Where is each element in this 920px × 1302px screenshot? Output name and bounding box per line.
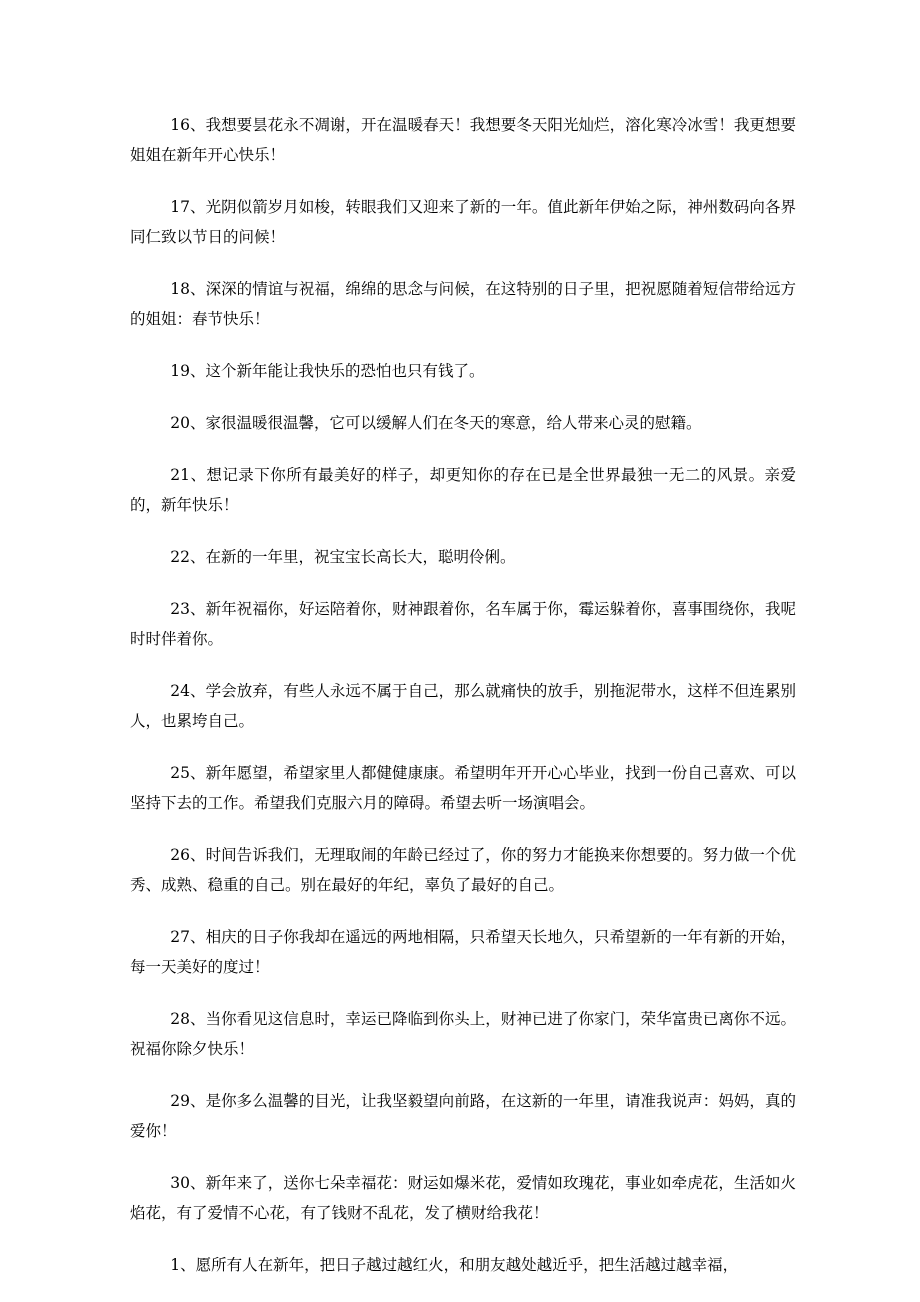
- document-body: [130, 110, 796, 1302]
- paragraph-20: 20、家很温暖很温馨，它可以缓解人们在冬天的寒意，给人带来心灵的慰籍。: [170, 414, 702, 432]
- paragraph-19: 19、这个新年能让我快乐的恐怕也只有钱了。: [170, 362, 485, 380]
- paragraph-25: 25、新年愿望，希望家里人都健健康康。希望明年开开心心毕业，找到一份自己喜欢、可以坚持下去的工作。希望我们克服六月的障碍。希望去听一场演唱会。: [130, 764, 796, 812]
- paragraph-1: 1、愿所有人在新年，把日子越过越红火，和朋友越处越近乎，把生活越过越幸福，: [170, 1256, 739, 1274]
- paragraph-27: 27、相庆的日子你我却在遥远的两地相隔，只希望天长地久，只希望新的一年有新的开始，每一天美好的度过！: [130, 928, 796, 976]
- paragraph-28: 28、当你看见这信息时，幸运已降临到你头上，财神已进了你家门，荣华富贵已离你不远。祝福你除夕快乐！: [130, 1010, 796, 1058]
- paragraph-23: 23、新年祝福你，好运陪着你，财神跟着你，名车属于你，霉运躲着你，喜事围绕你，我呢时时伴着你。: [130, 600, 796, 648]
- paragraph-24: 24、学会放弃，有些人永远不属于自己，那么就痛快的放手，别拖泥带水，这样不但连累别人，也累垮自己。: [130, 682, 796, 730]
- paragraph-21: 21、想记录下你所有最美好的样子，却更知你的存在已是全世界最独一无二的风景。亲爱的，新年快乐！: [130, 466, 796, 514]
- paragraph-18: 18、深深的情谊与祝福，绵绵的思念与问候，在这特别的日子里，把祝愿随着短信带给远方的姐姐：春节快乐！: [130, 280, 796, 328]
- paragraph-17: 17、光阴似箭岁月如梭，转眼我们又迎来了新的一年。值此新年伊始之际，神州数码向各界同仁致以节日的问候！: [130, 198, 796, 246]
- paragraph-29: 29、是你多么温馨的目光，让我坚毅望向前路，在这新的一年里，请准我说声：妈妈，真的爱你！: [130, 1092, 796, 1140]
- paragraph-22: 22、在新的一年里，祝宝宝长高长大，聪明伶俐。: [170, 548, 516, 566]
- paragraph-16: 16、我想要昙花永不凋谢，开在温暖春天！我想要冬天阳光灿烂，溶化寒冷冰雪！我更想要姐姐在新年开心快乐！: [130, 116, 796, 164]
- paragraph-30: 30、新年来了，送你七朵幸福花：财运如爆米花，爱情如玫瑰花，事业如牵虎花，生活如火焰花，有了爱情不心花，有了钱财不乱花，发了横财给我花！: [130, 1174, 796, 1222]
- paragraph-26: 26、时间告诉我们，无理取闹的年龄已经过了，你的努力才能换来你想要的。努力做一个优秀、成熟、稳重的自己。别在最好的年纪，辜负了最好的自己。: [130, 846, 796, 894]
